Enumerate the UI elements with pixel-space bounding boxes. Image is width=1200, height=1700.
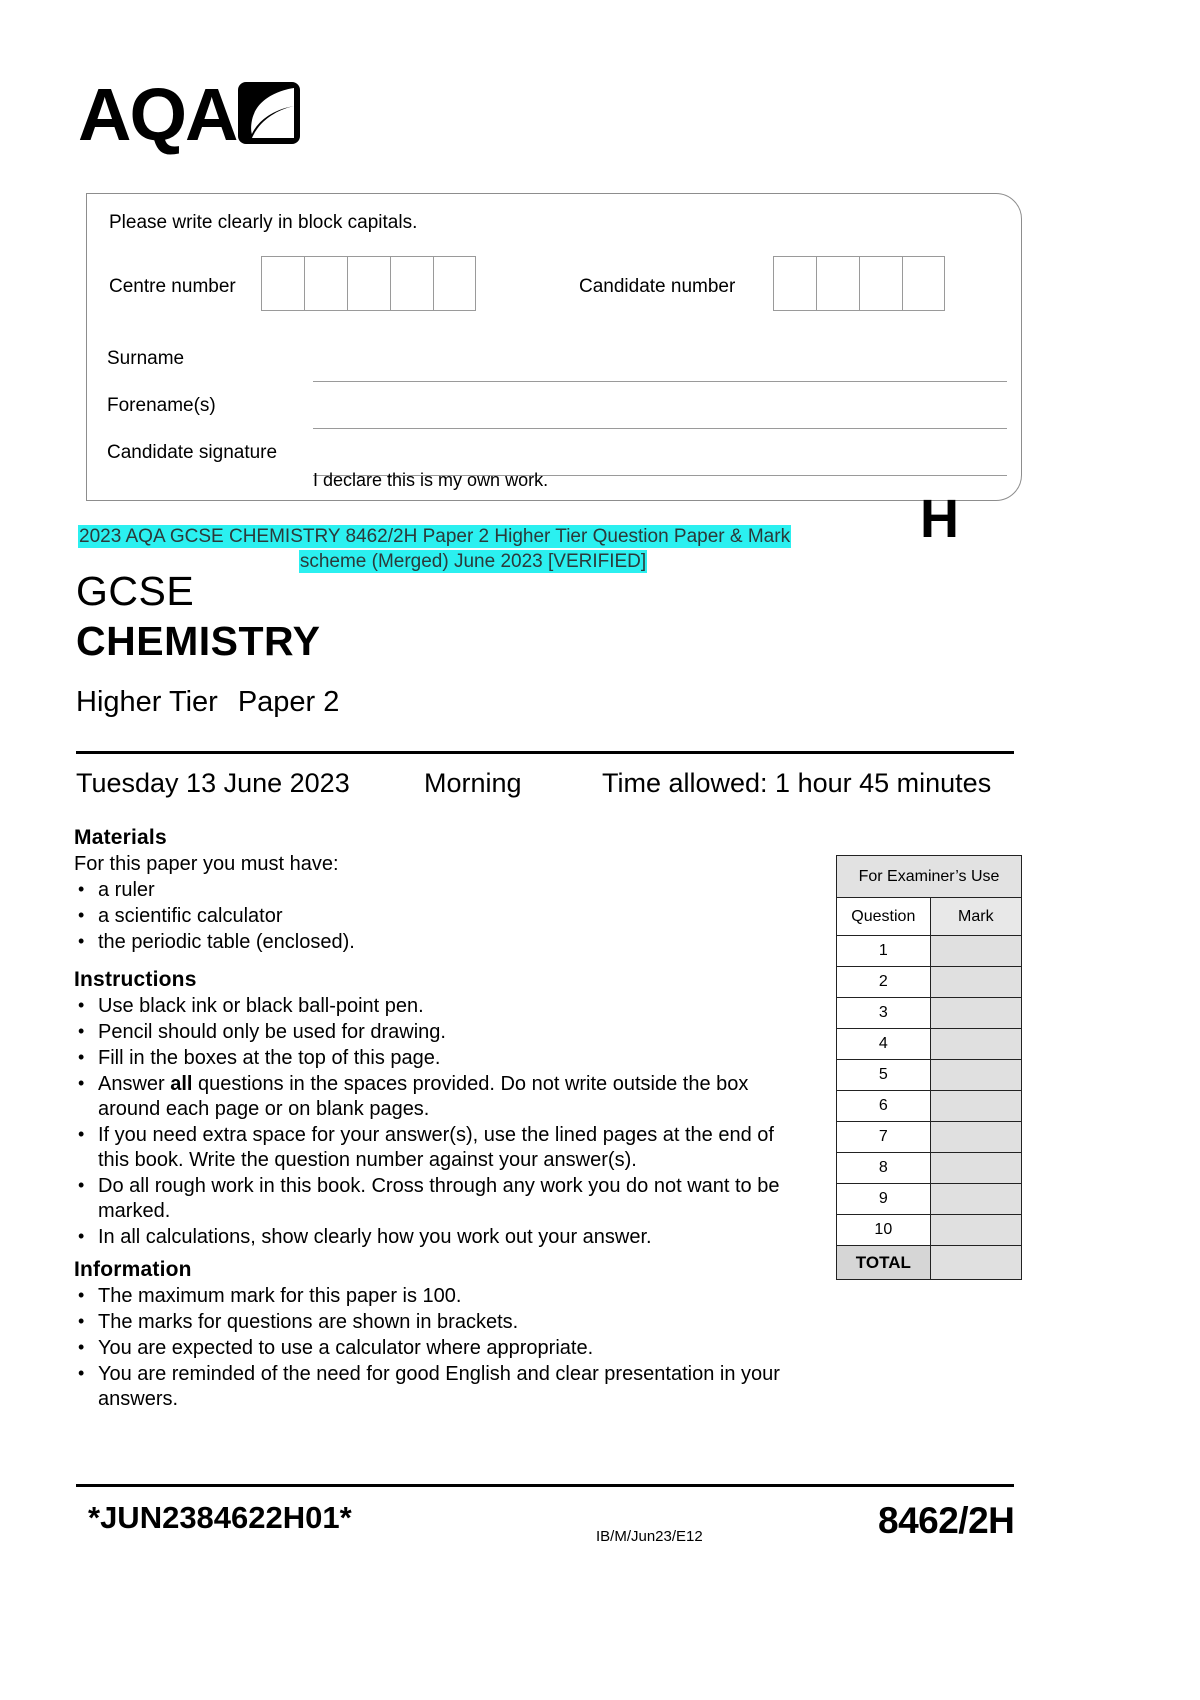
total-label: TOTAL xyxy=(837,1246,931,1280)
qualification-title: GCSE xyxy=(76,568,195,614)
centre-number-cell[interactable] xyxy=(304,256,347,311)
tier-label: Higher Tier xyxy=(76,686,218,718)
candidate-number-cell[interactable] xyxy=(816,256,859,311)
list-item: • the periodic table (enclosed). xyxy=(74,930,804,955)
table-row xyxy=(837,998,1022,1029)
mark-entry-cell[interactable] xyxy=(930,967,1021,998)
tier-and-paper xyxy=(76,685,339,719)
table-row-total xyxy=(837,1246,1022,1280)
mark-entry-cell[interactable] xyxy=(930,1184,1021,1215)
candidate-number-cell[interactable] xyxy=(773,256,816,311)
candidate-number-label: Candidate number xyxy=(579,276,736,297)
number-entry-row xyxy=(87,256,1021,318)
forenames-label: Forename(s) xyxy=(107,395,216,416)
subject-title: CHEMISTRY xyxy=(76,618,321,664)
list-item: • a scientific calculator xyxy=(74,904,804,929)
list-item: • In all calculations, show clearly how you work out your answer. xyxy=(74,1225,804,1250)
paper-label: Paper 2 xyxy=(237,686,340,718)
mark-entry-cell[interactable] xyxy=(930,936,1021,967)
question-number: 3 xyxy=(837,998,931,1029)
question-number: 10 xyxy=(837,1215,931,1246)
instructions-list xyxy=(74,994,804,1250)
candidate-number-input[interactable] xyxy=(773,256,945,311)
total-mark-cell[interactable] xyxy=(930,1246,1021,1280)
table-row xyxy=(837,898,1022,936)
list-item: • You are reminded of the need for good English and clear presentation in your answers. xyxy=(74,1362,804,1412)
centre-number-cell[interactable] xyxy=(347,256,390,311)
table-row xyxy=(837,1060,1022,1091)
forenames-row xyxy=(87,391,1021,437)
centre-number-input[interactable] xyxy=(261,256,476,311)
list-item: • a ruler xyxy=(74,878,804,903)
question-number: 2 xyxy=(837,967,931,998)
mark-entry-cell[interactable] xyxy=(930,1060,1021,1091)
information-list xyxy=(74,1284,804,1412)
list-item: • Do all rough work in this book. Cross through any work you do not want to be marked. xyxy=(74,1174,804,1224)
table-row xyxy=(837,967,1022,998)
column-header-question: Question xyxy=(837,898,931,936)
declaration-text: I declare this is my own work. xyxy=(313,470,549,490)
mark-entry-cell[interactable] xyxy=(930,998,1021,1029)
examiner-use-table xyxy=(836,855,1022,1280)
candidate-details-box xyxy=(86,193,1022,501)
centre-number-cell[interactable] xyxy=(261,256,304,311)
ib-code: IB/M/Jun23/E12 xyxy=(596,1528,703,1545)
list-item: • Use black ink or black ball-point pen. xyxy=(74,994,804,1019)
question-number: 8 xyxy=(837,1153,931,1184)
divider-top xyxy=(76,751,1014,754)
instructions-heading: Instructions xyxy=(74,968,197,991)
candidate-signature-row xyxy=(87,438,1021,484)
information-heading: Information xyxy=(74,1258,192,1281)
surname-label: Surname xyxy=(107,348,185,369)
aqa-logo xyxy=(78,73,300,156)
aqa-leaf-logo-icon xyxy=(238,82,300,149)
candidate-signature-label: Candidate signature xyxy=(107,442,278,463)
question-number: 7 xyxy=(837,1122,931,1153)
answer-all-bold: all xyxy=(170,1073,193,1095)
list-item-answer-all xyxy=(74,1072,804,1122)
table-row xyxy=(837,1153,1022,1184)
surname-field[interactable] xyxy=(313,381,1007,382)
table-row xyxy=(837,1091,1022,1122)
centre-number-cell[interactable] xyxy=(390,256,433,311)
aqa-logo-text: AQA xyxy=(78,73,237,156)
tier-letter-h: H xyxy=(920,489,959,549)
information-section xyxy=(74,1258,804,1413)
materials-section xyxy=(74,826,804,956)
list-item: • The maximum mark for this paper is 100. xyxy=(74,1284,804,1309)
table-row xyxy=(837,856,1022,898)
question-number: 9 xyxy=(837,1184,931,1215)
examiner-table-title: For Examiner’s Use xyxy=(837,856,1022,898)
table-row xyxy=(837,936,1022,967)
list-item: • If you need extra space for your answer(s), use the lined pages at the end of this book. Write the question number against your answer(s). xyxy=(74,1123,804,1173)
instructions-section xyxy=(74,968,804,1251)
exam-date: Tuesday 13 June 2023 xyxy=(76,768,350,798)
forenames-field[interactable] xyxy=(313,428,1007,429)
answer-all-pre: Answer xyxy=(98,1073,171,1095)
mark-entry-cell[interactable] xyxy=(930,1029,1021,1060)
block-capitals-instruction: Please write clearly in block capitals. xyxy=(109,212,418,233)
question-number: 6 xyxy=(837,1091,931,1122)
mark-entry-cell[interactable] xyxy=(930,1215,1021,1246)
column-header-mark: Mark xyxy=(930,898,1021,936)
list-item: • Pencil should only be used for drawing. xyxy=(74,1020,804,1045)
exam-session: Morning xyxy=(424,768,522,798)
mark-entry-cell[interactable] xyxy=(930,1091,1021,1122)
list-item: • The marks for questions are shown in brackets. xyxy=(74,1310,804,1335)
table-row xyxy=(837,1029,1022,1060)
annotation-line-1: 2023 AQA GCSE CHEMISTRY 8462/2H Paper 2 Higher Tier Question Paper & Mark xyxy=(79,526,791,547)
table-row xyxy=(837,1215,1022,1246)
list-item: • Fill in the boxes at the top of this page. xyxy=(74,1046,804,1071)
surname-row xyxy=(87,344,1021,390)
list-item: • You are expected to use a calculator where appropriate. xyxy=(74,1336,804,1361)
annotation-line-2: scheme (Merged) June 2023 [VERIFIED] xyxy=(299,551,647,572)
document-title-annotation xyxy=(78,524,868,574)
materials-lead: For this paper you must have: xyxy=(74,853,339,875)
materials-heading: Materials xyxy=(74,826,167,849)
question-number: 5 xyxy=(837,1060,931,1091)
divider-bottom xyxy=(76,1484,1014,1487)
answer-all-post: questions in the spaces provided. Do not write outside the box around each page or on blank pages. xyxy=(98,1073,749,1120)
centre-number-cell[interactable] xyxy=(433,256,476,311)
exam-time-allowed: Time allowed: 1 hour 45 minutes xyxy=(602,768,992,798)
table-row xyxy=(837,1122,1022,1153)
paper-code: 8462/2H xyxy=(878,1500,1015,1541)
mark-entry-cell[interactable] xyxy=(930,1153,1021,1184)
mark-entry-cell[interactable] xyxy=(930,1122,1021,1153)
centre-number-label: Centre number xyxy=(109,276,236,297)
question-number: 4 xyxy=(837,1029,931,1060)
materials-list xyxy=(74,878,804,955)
question-number: 1 xyxy=(837,936,931,967)
candidate-number-cell[interactable] xyxy=(902,256,945,311)
candidate-number-cell[interactable] xyxy=(859,256,902,311)
exam-schedule-row xyxy=(76,768,1014,808)
table-row xyxy=(837,1184,1022,1215)
barcode-text: *JUN2384622H01* xyxy=(88,1500,352,1535)
